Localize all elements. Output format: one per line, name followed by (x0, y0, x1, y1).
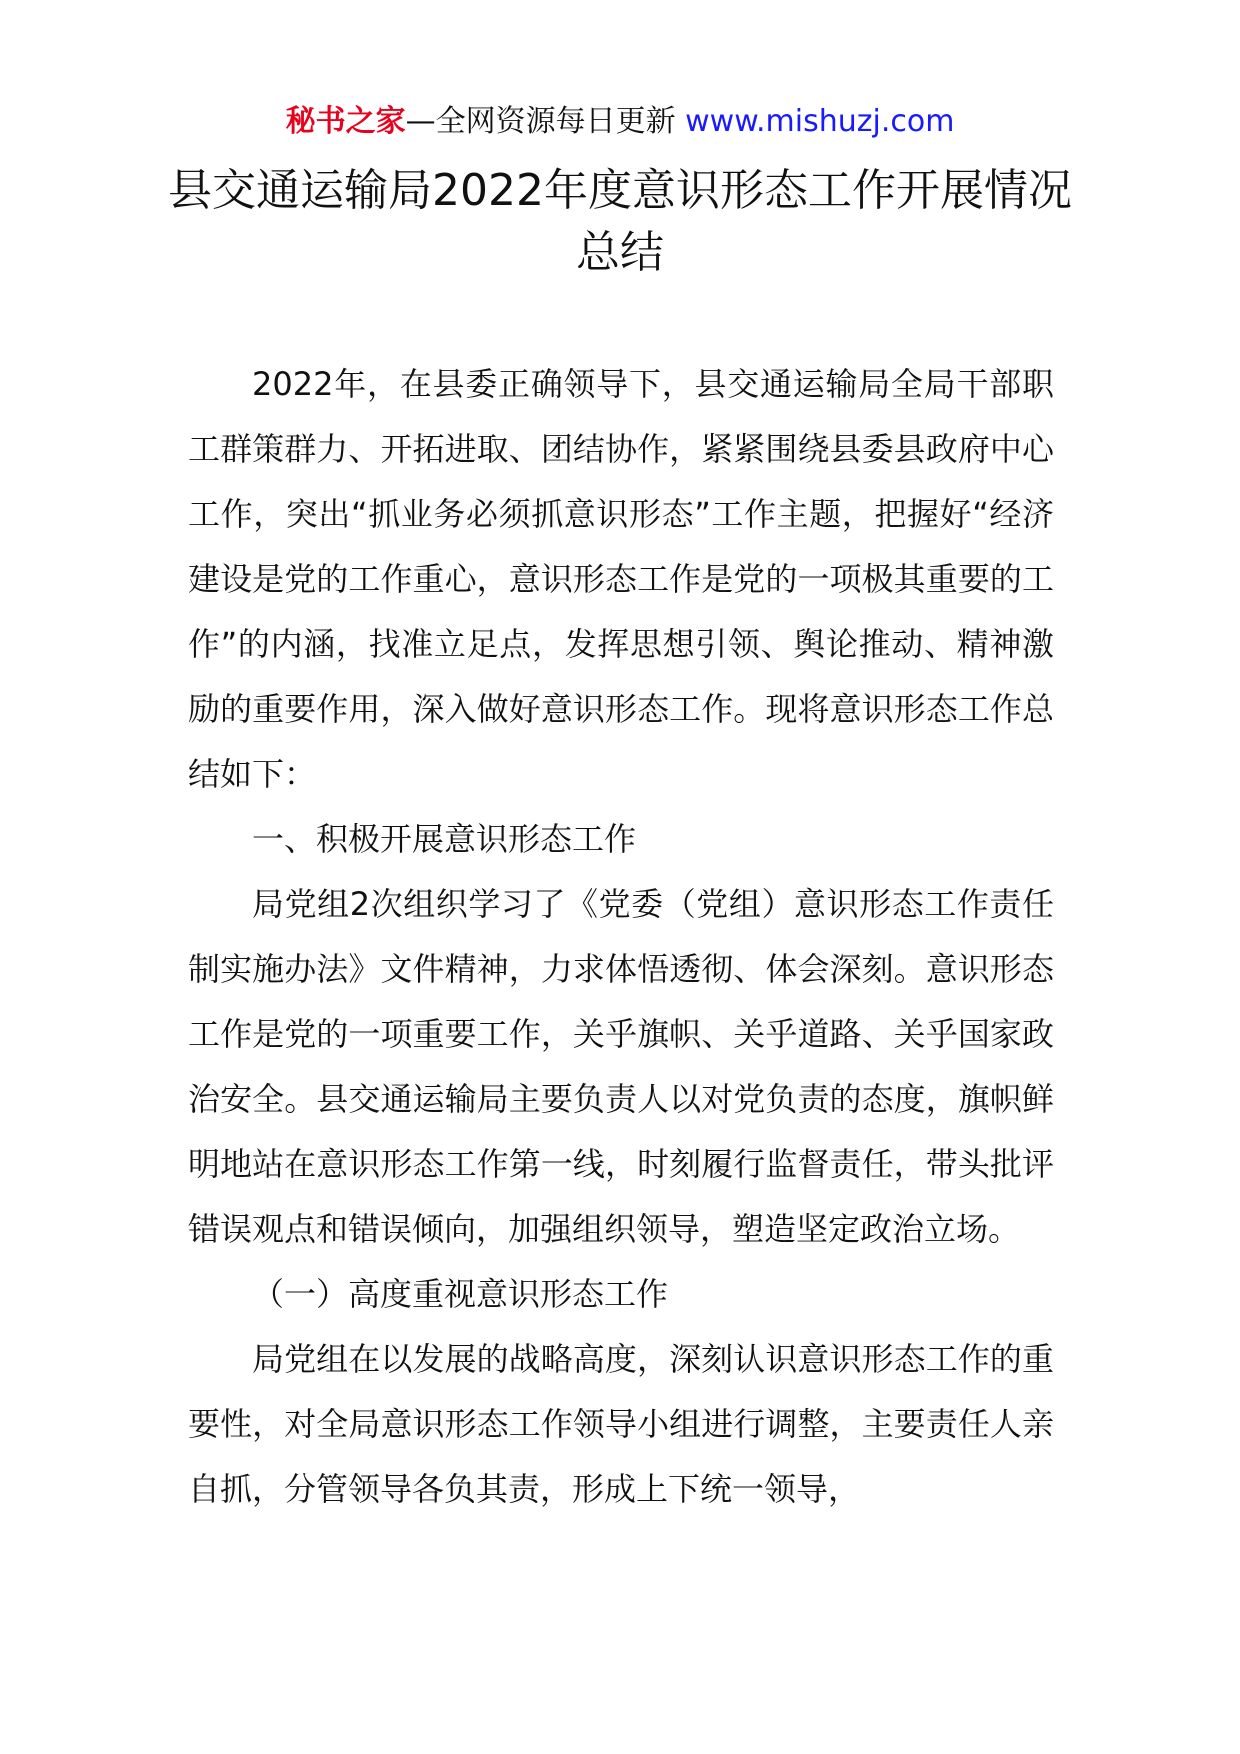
header-slogan: —全网资源每日更新 (405, 104, 686, 139)
paragraph-intro: 2022年，在县委正确领导下，县交通运输局全局干部职工群策群力、开拓进取、团结协作，紧紧围绕县委县政府中心工作，突出“抓业务必须抓意识形态”工作主题，把握好“经济建设是党的工作重心，意识形态工作是党的一项极其重要的工作”的内涵，找准立足点，发挥思想引领、舆论推动、精神激励的重要作用，深入做好意识形态工作。现将意识形态工作总结如下： (188, 365, 1054, 793)
section-heading-1: 一、积极开展意识形态工作 (252, 820, 637, 858)
paragraph-leadership: 局党组在以发展的战略高度，深刻认识意识形态工作的重要性，对全局意识形态工作领导小组进行调整，主要责任人亲自抓，分管领导各负其责，形成上下统一领导， (188, 1340, 1054, 1508)
subsection-heading-1: （一）高度重视意识形态工作 (252, 1275, 669, 1313)
header-url-link[interactable]: www.mishuzj.com (685, 104, 955, 139)
header-brand: 秘书之家 (285, 104, 406, 139)
document-title: 县交通运输局2022年度意识形态工作开展情况总结 (168, 165, 1072, 278)
paragraph-study: 局党组2次组织学习了《党委（党组）意识形态工作责任制实施办法》文件精神，力求体悟透彻、体会深刻。意识形态工作是党的一项重要工作，关乎旗帜、关乎道路、关乎国家政治安全。县交通运输局主要负责人以对党负责的态度，旗帜鲜明地站在意识形态工作第一线，时刻履行监督责任，带头批评错误观点和错误倾向，加强组织领导，塑造坚定政治立场。 (188, 885, 1054, 1248)
document-body (188, 352, 1054, 1522)
site-header (0, 102, 1240, 142)
